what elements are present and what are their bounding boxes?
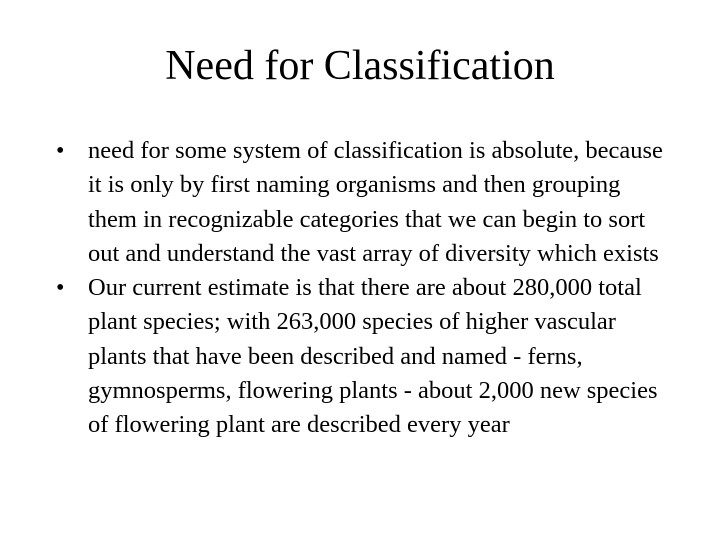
slide-title: Need for Classification (165, 43, 555, 89)
bullet-icon: • (56, 138, 65, 164)
bullet-icon: • (56, 275, 65, 302)
bullet-text: need for some system of classification is absolute, because it is only by first naming organisms and then grouping them in recognizable categories that we can begin to sort out and understand the vast array of diversity which exists (88, 137, 663, 267)
bullet-text: Our current estimate is that there are about 280,000 total plant species; with 263,000 species of higher vascular plants that have been described and named - ferns, gymnosperms, flowering plants - about 2,000 new species of flowering plant are described every year (88, 274, 658, 439)
bullet-list (54, 134, 674, 443)
bullet-item (54, 134, 674, 271)
bullet-item (54, 271, 674, 442)
